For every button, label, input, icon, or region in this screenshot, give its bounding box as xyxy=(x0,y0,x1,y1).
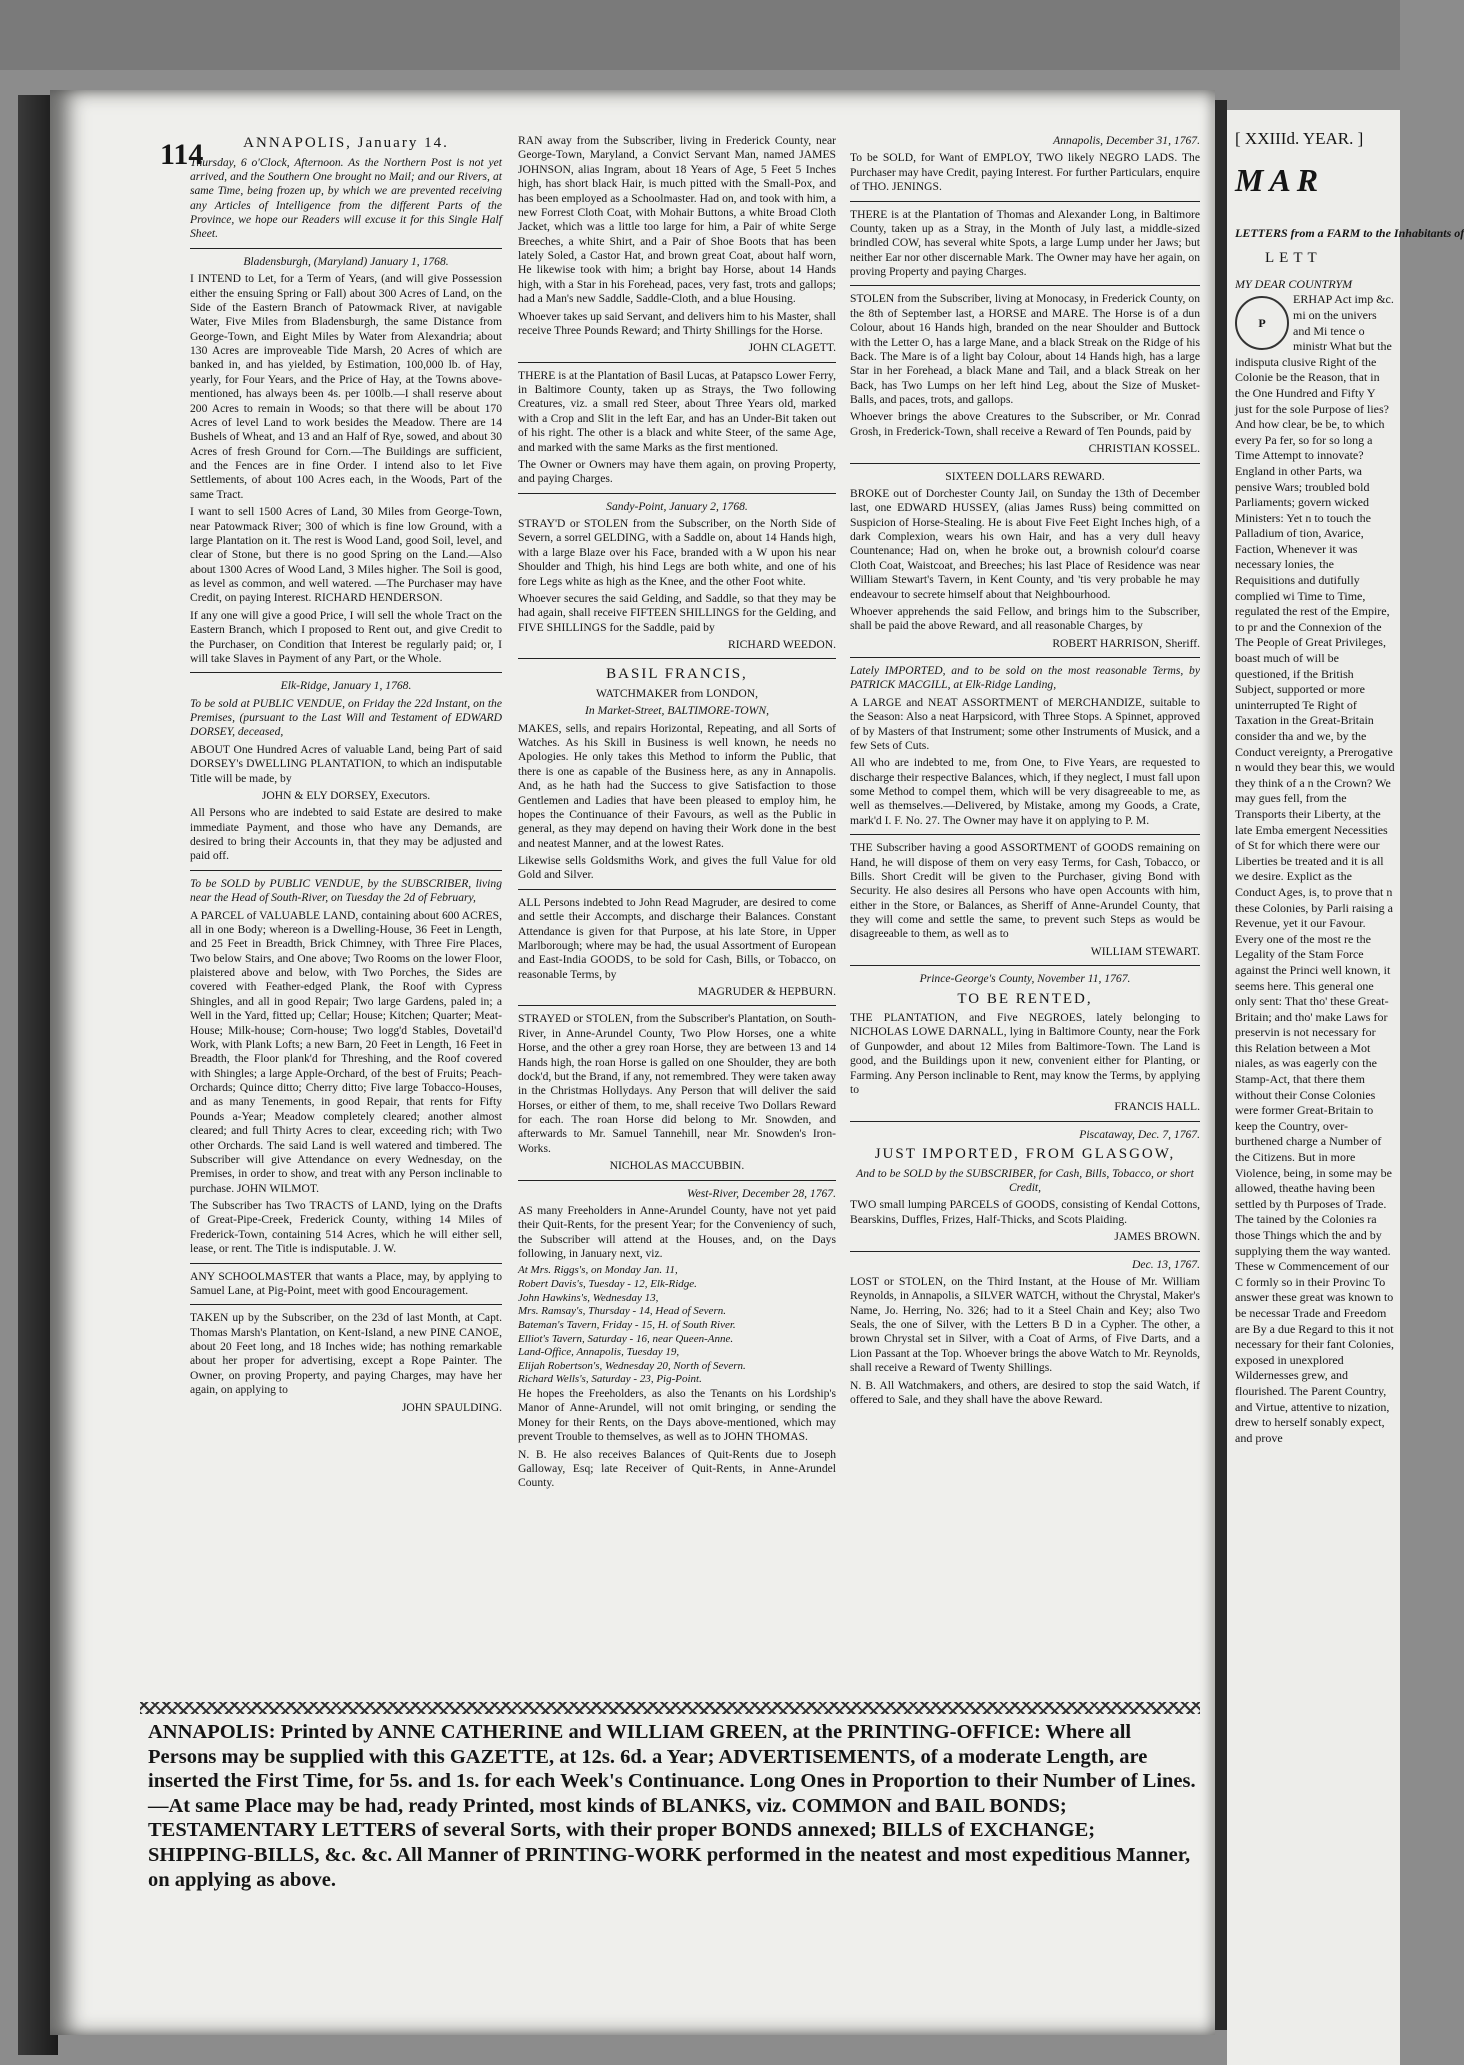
advert-text: THE PLANTATION, and Five NEGROES, lately belonging to NICHOLAS LOWE DARNALL, lying in Baltimore County, near the Fork of Gunpowder, and about 12 Miles from Baltimore-Town. The Land is good, and the Buildings upon it new, convenient either for Planting, or Farming. Any Person inclinable to Rent, may know the Terms, by applying to xyxy=(850,1011,1200,1096)
ad-dateline: Elk-Ridge, January 1, 1768. xyxy=(280,679,412,693)
page-number: 114 xyxy=(160,138,204,171)
advert-subtitle: And to be SOLD by the SUBSCRIBER, for Cash, Bills, Tobacco, or short Credit, xyxy=(856,1166,1194,1195)
advert-heading: TO BE RENTED, xyxy=(957,990,1093,1007)
advert-text: TWO small lumping PARCELS of GOODS, consisting of Kendal Cottons, Bearskins, Duffles, Frizes, Half-Thicks, and Scots Plaiding. xyxy=(850,1198,1200,1226)
ad-dateline: Bladensburgh, (Maryland) January 1, 1768. xyxy=(243,254,449,268)
divider xyxy=(850,1251,1200,1252)
advert-signature: NICHOLAS MACCUBBIN. xyxy=(609,1159,745,1173)
divider xyxy=(190,1263,502,1264)
divider xyxy=(190,248,502,249)
advert-subtitle: WATCHMAKER from LONDON, xyxy=(596,686,758,700)
advert-signature: MAGRUDER & HEPBURN. xyxy=(697,985,836,999)
advert-heading: To be sold at PUBLIC VENDUE, on Friday the 22d Instant, on the Premises, (pursuant to the Last Will and Testament of EDWARD DORSEY, deceased, xyxy=(190,696,502,739)
advert-signature: JAMES BROWN. xyxy=(1114,1230,1200,1244)
letter-heading: LETT xyxy=(1265,250,1322,267)
intro-notice: Thursday, 6 o'Clock, Afternoon. As the Northern Post is not yet arrived, and the Southern One brought no Mail; and our Rivers, at same Time, being frozen up, by which we are prevented receiving any Articles of Intelligence from the different Parts of the Province, we hope our Readers will excuse it for this Single Half Sheet. xyxy=(190,155,502,241)
advert-text: Whoever secures the said Gelding, and Saddle, so that they may be had again, shall receive FIFTEEN SHILLINGS for the Gelding, and FIVE SHILLINGS for the Saddle, paid by xyxy=(518,591,836,634)
advert-text: BROKE out of Dorchester County Jail, on Sunday the 13th of December last, one EDWARD HUSSEY, (alias James Russ) being committed on Suspicion of Horse-Stealing. He is about Five Feet Eight Inches high, of a dark Complexion, wears his own Hair, and has a very dull heavy Countenance; Had on, when he broke out, a brownish colour'd coarse Cloth Coat, Waistcoat, and Breeches; his last Place of Residence was near William Stewart's Tavern, in Kent County, and 'tis very probable he may endeavour to secrete himself about that Neighbourhood. xyxy=(850,486,1200,601)
advert-text: I INTEND to Let, for a Term of Years, (and will give Possession either the ensuing Spring or Fall) about 300 Acres of Land, on the Side of the Eastern Branch of Patowmack River, at navigable Water, Five Miles from Bladensburgh, the same Distance from George-Town, and Eight Miles by Water from Alexandria; about 130 Acres are improveable Tide Marsh, 20 Acres of which are banked in, and has yielded, by Estimation, 100,000 lb. of Hay, yearly, for Four Years, and the Price of Hay, at the Towns above-mentioned, has always been 4s. per 100lb.—I shall reserve about 200 Acres to remain in Woods; so that there will be about 170 Acres of level Land to work besides the Meadow. There are 14 Bushels of Wheat, and 13 and an Half of Rye, sowed, and about 30 Acres of fresh Ground for Corn.—The Buildings are sufficient, and the Fences are in fine Order. I intend also to let Five Settlements, of about 100 Acres each, in the Woods, Part of the same Tract. xyxy=(190,272,502,501)
advert-text: To be SOLD, for Want of EMPLOY, TWO likely NEGRO LADS. The Purchaser may have Credit, paying Interest. For further Particulars, enquire of THO. JENINGS. xyxy=(850,151,1200,194)
schedule-list xyxy=(518,1264,836,1387)
ad-dateline: Piscataway, Dec. 7, 1767. xyxy=(1079,1127,1200,1141)
letter-text: ERHAP Act imp &c. mi on the univers and Mi tence o ministr What but the indisputa clusive Right of the Colonie be the Reason, that in the One Hundred and Fifty Y just for the sole Purpose of lies? And how clear, be be, to which every Pa fer, so for so long a Time Attempt to innovate? England in other Parts, wa pensive Wars; troubled bold Parliaments; govern wicked Ministers: Yet n to touch the Palladium of tion, Avarice, Faction, Whenever it was necessary lonies, the Requisitions and dutifully complied wi Time to Time, regulated the rest of the Empire, to pr and the Connexion of the The People of Great Privileges, boast much of will be questioned, if the British Subject, supported or more uninterrupted Te Right of Taxation in the Great-Britain consider tha and we, by the Conduct vereignty, a Prerogative n would they bear this, we would they think of a n the Crown? We may gues fell, from the Transports their Liberty, at the late Emba emergent Necessities of St for which there were our Liberties be treated and it is all we desire. Explict as the Conduct Ages, is, to prove that n these Colonies, by Parli raising a Revenue, yet it our Favour. Every one of the most re the Legality of the Stam Force against the Princi well known, it seems here. This general one only sent: That tho' these Great-Britain; and tho' make Laws for preservin is not necessary for this Relation between a Mot niales, as was eagerly con the Stamp-Act, that there them without their Conse Colonies were former Great-Britain to keep the Country, over-burthened charge a Number of the Citizens. But in more Violence, being, in some may be allowed, theathe having been settled by th Purposes of Trade. The tained by the Colonies ra those Things which the and by supplying them the way wanted. These w Commencement of our C formly so in their Provinc To answer these great was known to be necessar Trade and Freedom are By a due Regard to this it not necessary for their fant Colonies, exposed in unexplored Wildernesses grew, and flourished. The Parent Country, and Virtue, attentive to nization, drew to herself sonably expect, and prove xyxy=(1235,292,1395,1445)
advert-note: Likewise sells Goldsmiths Work, and gives the full Value for old Gold and Silver. xyxy=(518,854,836,882)
advert-text: MAKES, sells, and repairs Horizontal, Repeating, and all Sorts of Watches. As his Skill in Business is well known, he needs no Apologies. He only takes this Method to inform the Public, that there is one as capable of the Business here, as any in Annapolis. And, as he hath had the Success to give Satisfaction to those Gentlemen and Ladies that have been pleased to employ him, he hopes the Continuance of their Favours, as well as the Public in general, as they may depend on having their Work done in the best and neatest Manner, and at the lowest Rates. xyxy=(518,721,836,850)
advert-signature: JOHN CLAGETT. xyxy=(748,341,836,355)
advert-note: N. B. All Watchmakers, and others, are desired to stop the said Watch, if offered to Sale, and they shall have the above Reward. xyxy=(850,1378,1200,1406)
advert-text: TAKEN up by the Subscriber, on the 23d of last Month, at Capt. Thomas Marsh's Plantation, on Kent-Island, a new PINE CANOE, about 20 Feet long, and 18 Inches wide; has nothing remarkable about her proper for advertising, except a Rope Painter. The Owner, on proving Property, and paying Charges, may have her again, on applying to xyxy=(190,1311,502,1397)
schedule-item: Mrs. Ramsay's, Thursday - 14, Head of Severn. xyxy=(518,1305,726,1318)
schedule-item: Richard Wells's, Saturday - 23, Pig-Point. xyxy=(518,1373,702,1386)
divider xyxy=(850,834,1200,835)
letters-heading: LETTERS from a FARM to the Inhabitants of xyxy=(1235,225,1464,240)
advert-text: ANY SCHOOLMASTER that wants a Place, may, by applying to Samuel Lane, at Pig-Point, meet with good Encouragement. xyxy=(190,1269,502,1297)
advert-signature: WILLIAM STEWART. xyxy=(1090,944,1200,958)
divider xyxy=(518,1005,836,1006)
divider xyxy=(850,285,1200,286)
advert-text: STRAY'D or STOLEN from the Subscriber, on the North Side of Severn, a sorrel GELDING, with a Saddle on, about 14 Hands high, with a large Blaze over his Face, branded with a W upon his near Shoulder and Thigh, his hind Legs are both white, and one of his fore Legs white as high as the Knee, and the other Foot white. xyxy=(518,517,836,588)
advert-text: Whoever brings the above Creatures to the Subscriber, or Mr. Conrad Grosh, in Frederick-Town, shall receive a Reward of Ten Pounds, paid by xyxy=(850,410,1200,438)
advert-signature: JOHN SPAULDING. xyxy=(401,1400,502,1414)
divider xyxy=(518,889,836,890)
advert-text: ABOUT One Hundred Acres of valuable Land, being Part of said DORSEY's DWELLING PLANTATION, to which an indisputable Title will be made, by xyxy=(190,742,502,785)
advert-note: All Persons who are indebted to said Estate are desired to make immediate Payment, and those who have any Demands, are desired to bring their Accounts in, that they may be adjusted and paid off. xyxy=(190,806,502,863)
schedule-item: Elijah Robertson's, Wednesday 20, North of Severn. xyxy=(518,1359,746,1372)
divider xyxy=(850,201,1200,202)
advert-text: A LARGE and NEAT ASSORTMENT of MERCHANDIZE, suitable to the Season: Also a neat Harpsicord, with Three Stops. A Spinnet, approved of by Masters of that Instrument; some other Instruments of Musick, and a few Sets of Cuts. xyxy=(850,695,1200,752)
advert-signature: CHRISTIAN KOSSEL. xyxy=(1088,442,1200,456)
salutation: MY DEAR COUNTRYM xyxy=(1235,276,1353,291)
advert-heading: To be SOLD by PUBLIC VENDUE, by the SUBSCRIBER, living near the Head of South-River, on Tuesday the 2d of February, xyxy=(190,876,502,905)
advert-text: ALL Persons indebted to John Read Magruder, are desired to come and settle their Accompts, and discharge their Balances. Constant Attendance is given for that Purpose, at his late Store, in Upper Marlborough; where may be had, the usual Assortment of European and East-India GOODS, to be sold for Cash, Bills, or Tobacco, on reasonable Terms, by xyxy=(518,895,836,981)
advert-note: If any one will give a good Price, I will sell the whole Tract on the Eastern Branch, which I proposed to Rent out, and give Credit to the Purchaser, on Condition that Interest be regularly paid; or, I will take Slaves in Payment of any Part, or the Whole. xyxy=(190,608,502,665)
schedule-item: Land-Office, Annapolis, Tuesday 19, xyxy=(518,1346,680,1359)
divider xyxy=(190,672,502,673)
advert-note: N. B. He also receives Balances of Quit-Rents due to Joseph Galloway, Esq; late Receiver of Quit-Rents, in Anne-Arundel County. xyxy=(518,1447,836,1490)
page-gutter xyxy=(1215,100,1227,2030)
schedule-item: Bateman's Tavern, Friday - 15, H. of South River. xyxy=(518,1318,736,1331)
column-2 xyxy=(518,134,836,1494)
advert-text: THERE is at the Plantation of Thomas and Alexander Long, in Baltimore County, taken up as a Stray, in the Month of July last, a middle-sized brindled COW, has several white Spots, a large Lump under her Jaws; but neither Ear nor other discernable Mark. The Owner may have her again, on proving Property and paying Charges. xyxy=(850,207,1200,278)
advert-text: STOLEN from the Subscriber, living at Monocasy, in Frederick County, on the 8th of September last, a HORSE and MARE. The Horse is of a dun Colour, about 16 Hands high, branded on the near Shoulder and Buttock with the Letter O, has a large Mane, and a black Streak on the Ridge of his Back. The Mare is of a light bay Colour, about 14 Hands high, has a large Star in her Forehead, a black Mane and Tail, and a black Streak on her Back, has Two Lumps on her left hind Leg, about the Size of Musket-Balls, and paces, trots, and gallops. xyxy=(850,292,1200,406)
masthead-title: MAR xyxy=(1235,162,1325,199)
ad-dateline: Annapolis, December 31, 1767. xyxy=(1053,134,1200,147)
advert-heading: SIXTEEN DOLLARS REWARD. xyxy=(945,469,1105,483)
advert-signature: ROBERT HARRISON, Sheriff. xyxy=(1052,636,1200,650)
schedule-item: John Hawkins's, Wednesday 13, xyxy=(518,1291,659,1304)
next-page-sliver xyxy=(1227,110,1464,2065)
divider xyxy=(518,362,836,363)
advert-text: STRAYED or STOLEN, from the Subscriber's Plantation, on South-River, in Anne-Arundel County, Two Plow Horses, one a white Horse, and the other a grey roan Horse, they are between 13 and 14 Hands high, the roan Horse is galled on one Shoulder, they are both dock'd, but the Brand, if any, not remembred. They were taken away in the Christmas Hollydays. Any Person that will deliver the said Horses, or either of them, to me, shall receive Two Dollars Reward for each. The roan Horse did belong to Mr. Snowden, and afterwards to Mr. Samuel Tannehill, near Mr. Snowden's Iron-Works. xyxy=(518,1012,836,1155)
ornamental-initial: P xyxy=(1235,296,1289,350)
ad-dateline: Prince-George's County, November 11, 1767. xyxy=(919,972,1131,986)
advert-note: The Subscriber has Two TRACTS of LAND, lying on the Drafts of Great-Pipe-Creek, Frederick County, withing 14 Miles of Frederick-Town, containing 514 Acres, which he will either sell, lease, or rent. The Title is indisputable. J. W. xyxy=(190,1199,502,1256)
advert-title: BASIL FRANCIS, xyxy=(606,666,748,683)
ad-dateline: Dec. 13, 1767. xyxy=(1132,1257,1200,1271)
divider xyxy=(518,658,836,659)
advert-text: All who are indebted to me, from One, to Five Years, are requested to discharge their respective Balances, which, if they neglect, I must fall upon some Method to compel them, which will be very disagreeable to me, as well as themselves.—Delivered, by Mistake, among my Goods, a Crate, mark'd I. F. No. 27. The Owner may have it on applying to P. M. xyxy=(850,756,1200,827)
ad-dateline: Sandy-Point, January 2, 1768. xyxy=(606,499,748,513)
divider xyxy=(190,1304,502,1305)
advert-text: Whoever takes up said Servant, and delivers him to his Master, shall receive Three Pounds Reward; and Thirty Shillings for the Horse. xyxy=(518,309,836,337)
advert-text: RAN away from the Subscriber, living in Frederick County, near George-Town, Maryland, a Convict Servant Man, named JAMES JOHNSON, alias Ingram, about 18 Years of Age, 5 Feet 5 Inches high, has short black Hair, is much pitted with the Small-Pox, and has been employed as a Schoolmaster. Had on, and took with him, a new Forrest Cloth Coat, with Mohair Buttons, a white Broad Cloth Jacket, which was a little too large for him, a Pair of white Serge Breeches, a white Shirt, and a Pair of Shoe Boots that has been lately Soled, a Castor Hat, and brown great Coat, about half worn, He likewise took with him; a bright bay Horse, about 14 Hands high, with a Star in his Forehead, paces, very fast, trots and gallops; had a Man's new Saddle, Saddle-Cloth, and a blue Housing. xyxy=(518,134,836,306)
schedule-item: Robert Davis's, Tuesday - 12, Elk-Ridge. xyxy=(518,1278,697,1291)
divider xyxy=(190,870,502,871)
advert-heading: Lately IMPORTED, and to be sold on the most reasonable Terms, by PATRICK MACGILL, at Elk-Ridge Landing, xyxy=(850,664,1200,692)
divider xyxy=(518,493,836,494)
advert-text: THERE is at the Plantation of Basil Lucas, at Patapsco Lower Ferry, in Baltimore County, taken up as Strays, the Two following Creatures, viz. a small red Steer, about Three Years old, marked with a Crop and Slit in the left Ear, and has an Under-Bit taken out of his right. The other is a black and white Steer, of the same Age, and marked with the same Marks as the first mentioned. xyxy=(518,368,836,454)
advert-heading: JUST IMPORTED, FROM GLASGOW, xyxy=(874,1146,1176,1163)
scan-background xyxy=(0,0,1400,70)
advert-text: THE Subscriber having a good ASSORTMENT of GOODS remaining on Hand, he will dispose of them on very easy Terms, for Cash, Tobacco, or Bills. Short Credit will be given to the Purchaser, giving Bond with Security. He also desires all Persons who have open Accounts with him, either in the Store, or Balances, as Sheriff of Anne-Arundel County, that they will come and settle the same, to prevent such Steps as would be disagreeable to them, as well as to xyxy=(850,841,1200,941)
column-3 xyxy=(850,134,1200,1410)
column-1 xyxy=(190,134,502,1418)
schedule-item: At Mrs. Riggs's, on Monday Jan. 11, xyxy=(518,1264,678,1277)
advert-text: AS many Freeholders in Anne-Arundel County, have not yet paid their Quit-Rents, for the present Year; for the Conveniency of such, the Subscriber will attend at the Houses, and, on the Days following, in January next, viz. xyxy=(518,1203,836,1261)
advert-signature: JOHN & ELY DORSEY, Executors. xyxy=(261,788,431,802)
advert-signature: FRANCIS HALL. xyxy=(1114,1100,1200,1114)
divider xyxy=(850,965,1200,966)
divider xyxy=(850,463,1200,464)
advert-note: He hopes the Freeholders, as also the Tenants on his Lordship's Manor of Anne-Arundel, will not omit bringing, or sending the Money for their Rents, on the Days above-mentioned, which may prevent Trouble to themselves, as well as to JOHN THOMAS. xyxy=(518,1387,836,1444)
divider xyxy=(850,1121,1200,1122)
next-page-column xyxy=(1235,110,1464,1446)
advert-text: A PARCEL of VALUABLE LAND, containing about 600 ACRES, all in one Body; whereon is a Dwelling-House, 36 Feet in Length, and 25 Feet in Breadth, Brick Chimney, with Three Fire Places, Two below Stairs, and One above; Two Rooms on the lower Floor, plaistered above and below, with Two Porches, the Sides are covered with Feather-edged Plank, the Roof with Cypress Shingles, and all in good Repair; Two large Gardens, paled in; a Well in the Yard, fitted up; Cellar; House; Kitchen; Quarter; Meat-House; Milk-house; Corn-house; Two logg'd Stables, Dovetail'd Work, with Plank Lofts; a new Barn, 20 Feet in Length, 16 Feet in Breadth, the Floor plank'd for Threshing, and the Roof covered with Shingles; a large Apple-Orchard, of the best of Fruits; Peach-Orchards; Quince ditto; Cherry ditto; Five large Tobacco-Houses, and as many Tenements, in good Repair, that rents for Fifty Pounds a-Year; Meadow completely cleared; another almost cleared; and full Thirty Acres to clear, exceeding rich; with Two other Orchards. The said Land is well watered and timbered. The Subscriber will give Attendance on every Wednesday, on the Premises, in order to show, and treat with any Person inclinable to purchase. JOHN WILMOT. xyxy=(190,908,502,1195)
dateline: ANNAPOLIS, January 14. xyxy=(243,135,449,151)
divider xyxy=(518,1180,836,1181)
volume-year: [ XXIIId. YEAR. ] xyxy=(1235,129,1364,148)
schedule-item: Elliot's Tavern, Saturday - 16, near Queen-Anne. xyxy=(518,1332,734,1345)
advert-text: Whoever apprehends the said Fellow, and brings him to the Subscriber, shall be paid the above Reward, and all reasonable Charges, by xyxy=(850,604,1200,633)
advert-text: The Owner or Owners may have them again, on proving Property, and paying Charges. xyxy=(518,457,836,486)
advert-signature: RICHARD WEEDON. xyxy=(728,638,836,651)
advert-subtitle: In Market-Street, BALTIMORE-TOWN, xyxy=(585,704,769,718)
ornamental-border xyxy=(140,1702,1200,1714)
divider xyxy=(850,657,1200,658)
advert-text: LOST or STOLEN, on the Third Instant, at the House of Mr. William Reynolds, in Annapolis, a SILVER WATCH, without the Chrystal, Maker's Name, Jo. Herring, No. 326; had to it a Steel Chain and Key; also Two Seals, the one of Silver, with the Letters B D in a Cypher. The other, a brown Chrystal set in Silver, with a Coat of Arms, of Five Darts, and a Lion Passant at the Top. Whoever brings the above Watch to Mr. Reynolds, shall receive a Reward of Twenty Shillings. xyxy=(850,1274,1200,1375)
printer-colophon: ANNAPOLIS: Printed by ANNE CATHERINE and WILLIAM GREEN, at the PRINTING-OFFICE: Where all Persons may be supplied with this GAZETTE, at 12s. 6d. a Year; ADVERTISEMENTS, of a moderate Length, are inserted the First Time, for 5s. and 1s. for each Week's Continuance. Long Ones in Proportion to their Number of Lines.—At same Place may be had, ready Printed, most kinds of BLANKS, viz. COMMON and BAIL BONDS; TESTAMENTARY LETTERS of several Sorts, with their proper BONDS annexed; BILLS of EXCHANGE; SHIPPING-BILLS, &c. &c. All Manner of PRINTING-WORK performed in the neatest and most expeditious Manner, on applying as above. xyxy=(148,1721,1196,1891)
ad-dateline: West-River, December 28, 1767. xyxy=(687,1186,836,1200)
advert-text: I want to sell 1500 Acres of Land, 30 Miles from George-Town, near Patowmack River; 300 of which is fine low Ground, with a large Plantation on it. The rest is Wood Land, good Soil, level, and clear of Stone, but there is no good Spring on the Land.—Also about 1300 Acres of Wood Land, 3 Miles higher. The Soil is good, as level as common, and well watered. —The Purchaser may have Credit, on paying Interest. RICHARD HENDERSON. xyxy=(190,505,502,605)
